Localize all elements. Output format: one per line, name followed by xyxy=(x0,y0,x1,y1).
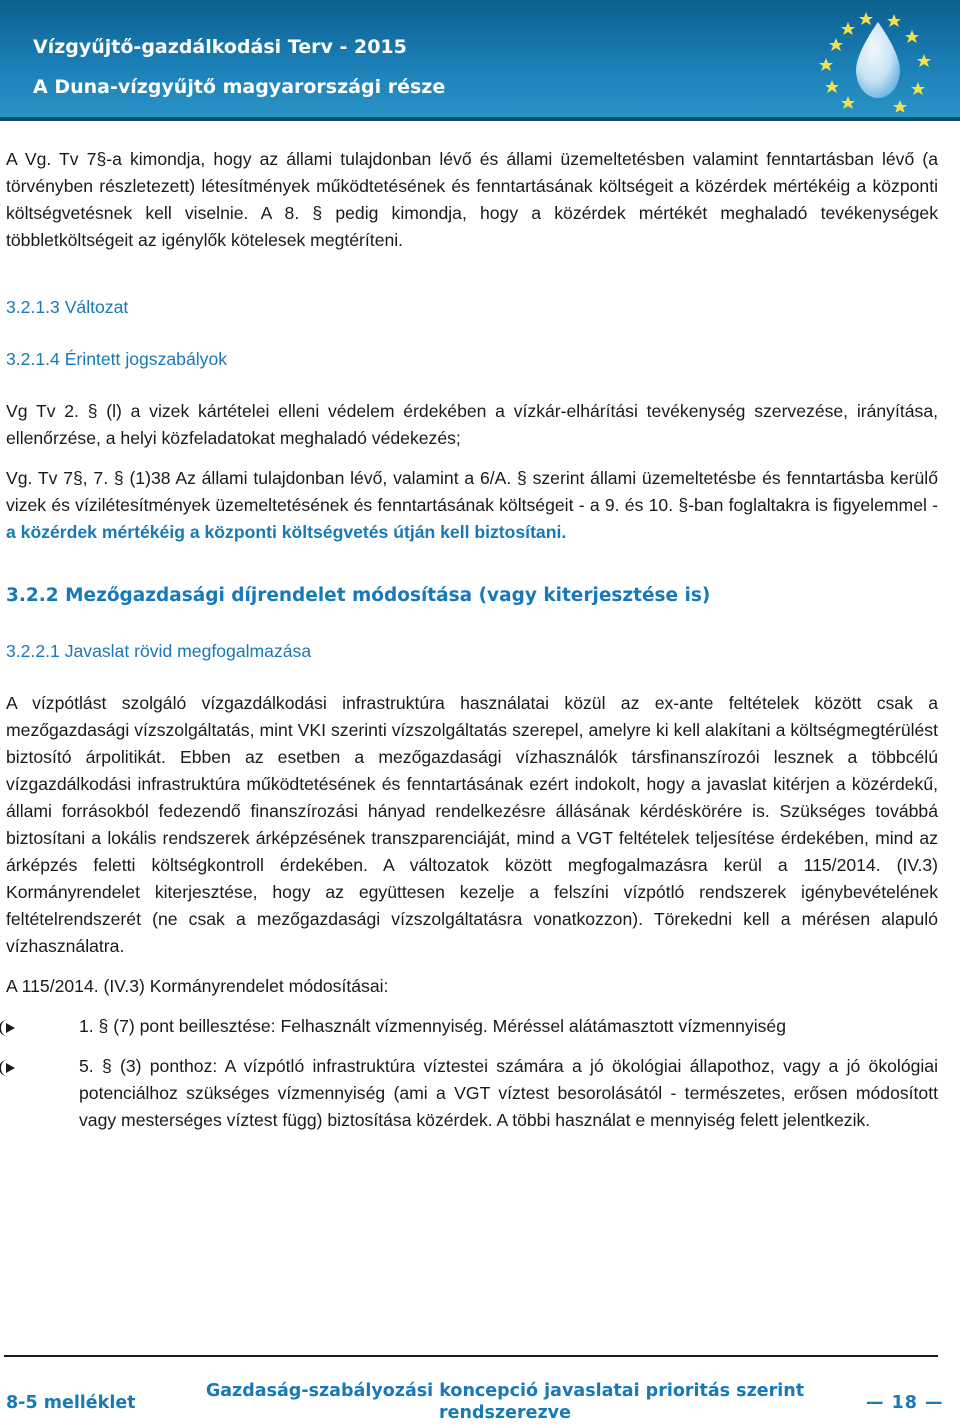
water-drop-logo-icon xyxy=(808,8,953,112)
list-item-text: 5. § (3) ponthoz: A vízpótló infrastruktúra víztestei számára a jó ökológiai állapothoz, vagy a jó ökológiai potenciálhoz szükséges vízmennyiség (ami a VGT víztest besorolásától - természetes, erősen módosított vagy mesterséges víztest függ) biztosítása közérdek. A többi használat e mennyiség felett jelentkezik. xyxy=(79,1056,938,1130)
amendment-list xyxy=(6,1013,938,1134)
heading-3-2-1-4: 3.2.1.4 Érintett jogszabályok xyxy=(6,349,228,369)
header-subtitle: A Duna-vízgyűjtő magyarországi része xyxy=(33,76,446,98)
page-footer xyxy=(0,1355,960,1425)
footer-title: Gazdaság-szabályozási koncepció javaslatai prioritás szerint rendszerezve xyxy=(205,1381,805,1423)
paragraph-vgtv2: Vg Tv 2. § (l) a vizek kártételei elleni védelem érdekében a vízkár-elhárítási tevékenység szervezése, irányítása, ellenőrzése, a helyi közfeladatokat meghaladó védekezés; xyxy=(6,401,938,448)
heading-3-2-2-1: 3.2.2.1 Javaslat rövid megfogalmazása xyxy=(6,641,312,661)
heading-3-2-2: 3.2.2 Mezőgazdasági díjrendelet módosítása (vagy kiterjesztése is) xyxy=(6,585,711,606)
paragraph-vgtv7: A Vg. Tv 7§-a kimondja, hogy az állami tulajdonban lévő és állami üzemeltetésben valamint fenntartásban lévő (a törvényben részletezett) létesítmények működtetésének és fenntartásának költségeit a közérdek mértékéig a központi költségvetésnek kell viselnie. A 8. § pedig kimondja, hogy a közérdek mértékét meghaladó tevékenységek többletköltségeit az igénylők kötelesek megtéríteni. xyxy=(6,149,938,250)
paragraph-vgtv7-7 xyxy=(6,465,938,546)
footer-annex-label: 8-5 melléklet xyxy=(6,1393,136,1413)
list-item xyxy=(6,1053,938,1134)
arrow-bullet-icon xyxy=(6,1023,15,1033)
highlighted-text: a közérdek mértékéig a központi költségvetés útján kell biztosítani. xyxy=(6,522,567,542)
page-number-value: 18 xyxy=(891,1393,918,1413)
page-header xyxy=(0,0,960,121)
list-item xyxy=(6,1013,938,1040)
footer-divider xyxy=(4,1355,938,1357)
page-number: — 18 — xyxy=(866,1393,944,1413)
header-title: Vízgyűjtő-gazdálkodási Terv - 2015 xyxy=(33,36,407,58)
arrow-bullet-icon xyxy=(6,1063,15,1073)
paragraph-text: Vg. Tv 7§, 7. § (1)38 Az állami tulajdonban lévő, valamint a 6/A. § szerint állami üzemeltetésbe és fenntartásba kerülő vizek és vízilétesítmények üzemeltetésének és fenntartásának költségeit - a 9. és 10. §-ban foglaltakra is figyelemmel - xyxy=(6,468,938,515)
paragraph-amendments-intro: A 115/2014. (IV.3) Kormányrendelet módosításai: xyxy=(6,976,389,996)
list-item-text: 1. § (7) pont beillesztése: Felhasznált vízmennyiség. Méréssel alátámasztott vízmennyiség xyxy=(79,1016,787,1036)
paragraph-proposal: A vízpótlást szolgáló vízgazdálkodási infrastruktúra használatai közül az ex-ante feltételek között csak a mezőgazdasági vízszolgáltatás, mint VKI szerinti vízszolgáltatás szerepel, amelyre ki kell alakítani a költségmegtérülést biztosító árpolitikát. Ebben az esetben a mezőgazdasági vízhasználók társfinanszírozói lesznek a többcélú vízgazdálkodási infrastruktúra működtetésének és fenntartásának ezért indokolt, hogy a javaslat kitérjen a közérdekű, állami forrásokból fedezendő finanszírozási hányad rendelkezésre állásának kérdéskörére is. Szükséges továbbá biztosítani a lokális rendszerek árképzésének transzparenciáját, mind a VGT feltételek teljesítése érdekében, mind az árképzés feletti költségkontroll érdekében. A változatok között megfogalmazásra kerül a 115/2014. (IV.3) Kormányrendelet kiterjesztése, hogy az együttesen kezelje a felszíni vízpótló rendszerek igénybevételének feltételrendszerét (ne csak a mezőgazdasági vízszolgáltatásra vonatkozzon). Törekedni kell a mérésen alapuló vízhasználatra. xyxy=(6,693,938,956)
heading-3-2-1-3: 3.2.1.3 Változat xyxy=(6,297,129,317)
page-content xyxy=(6,146,938,1147)
